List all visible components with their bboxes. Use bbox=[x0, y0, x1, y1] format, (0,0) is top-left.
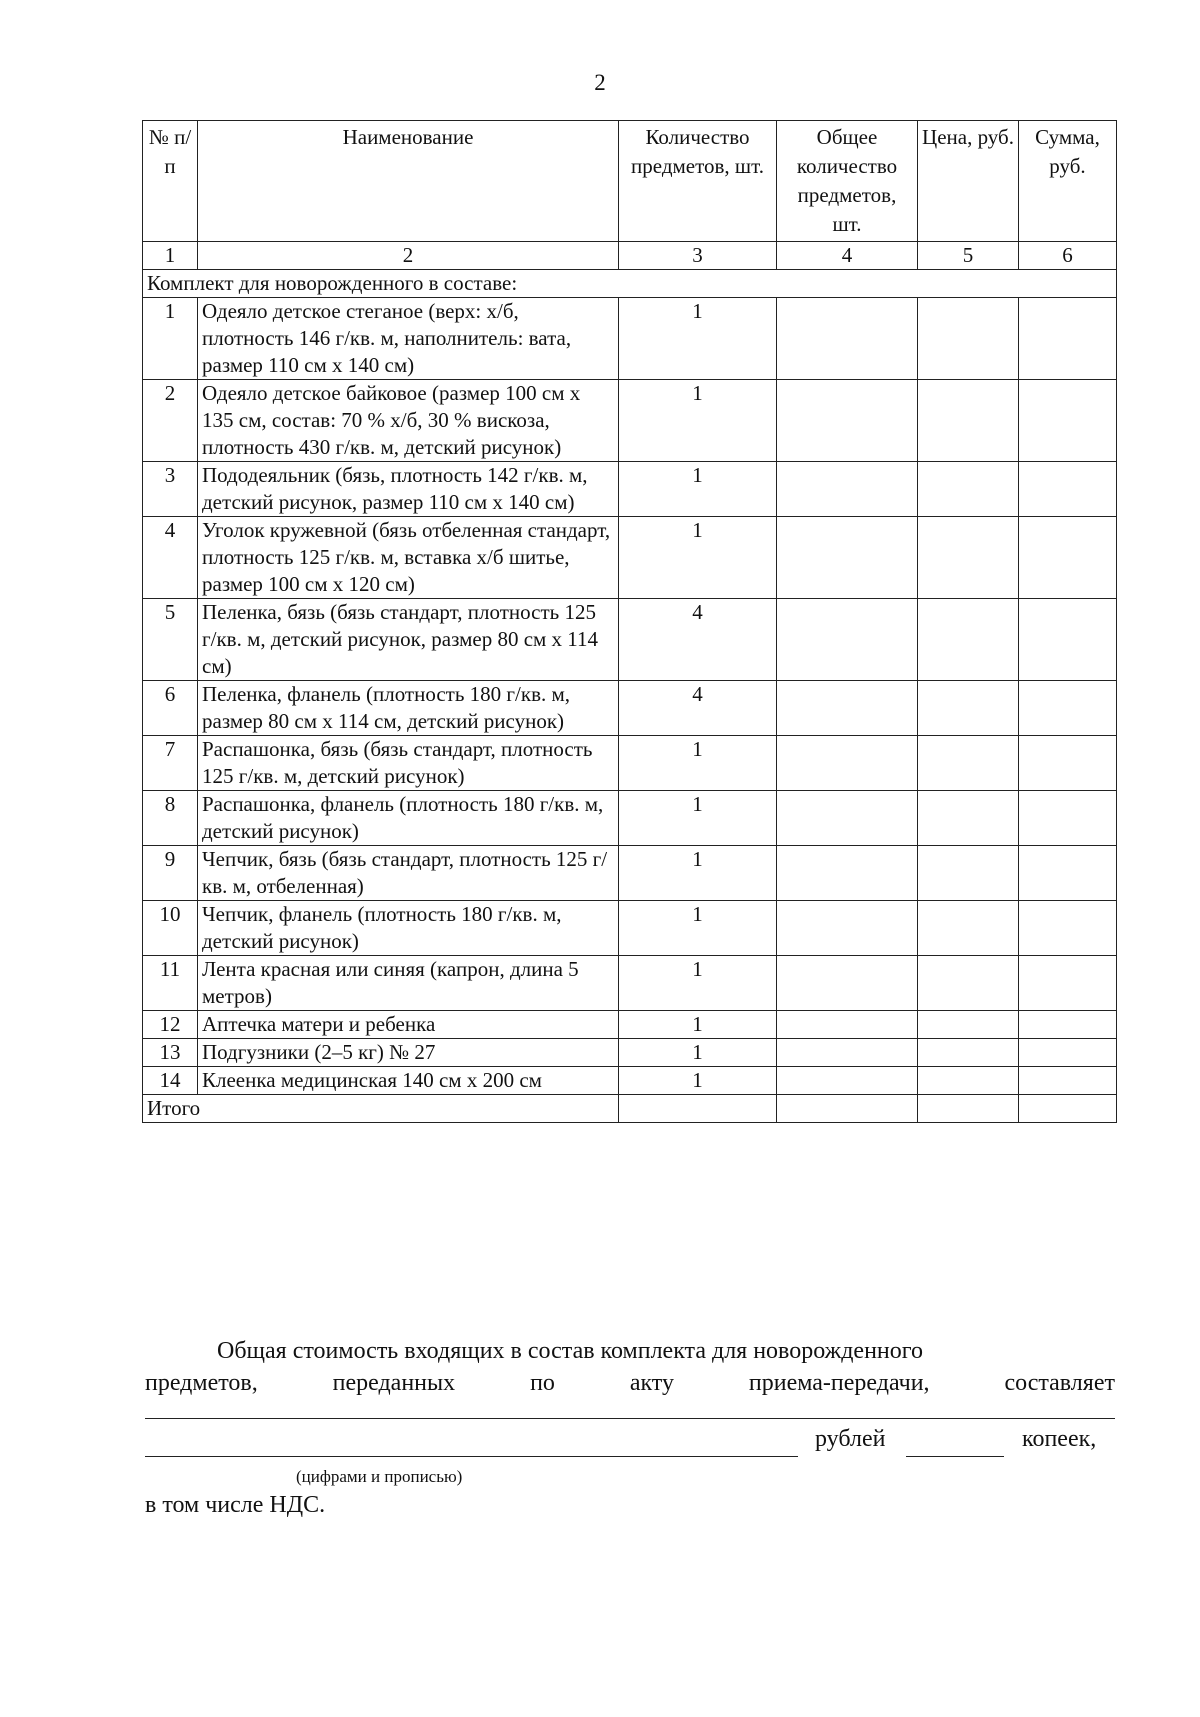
column-number: 6 bbox=[1019, 242, 1117, 270]
summary-word: предметов, bbox=[145, 1370, 258, 1396]
table-row bbox=[143, 462, 1117, 517]
row-name-cell: Чепчик, фланель (плотность 180 г/кв. м, детский рисунок) bbox=[198, 901, 619, 956]
row-sum-cell bbox=[1019, 791, 1117, 846]
row-number-cell: 10 bbox=[143, 901, 198, 956]
row-name-cell: Клеенка медицинская 140 см x 200 см bbox=[198, 1067, 619, 1095]
row-sum-cell bbox=[1019, 1039, 1117, 1067]
table-row bbox=[143, 1011, 1117, 1039]
row-price-cell bbox=[918, 791, 1019, 846]
row-total-cell bbox=[777, 599, 918, 681]
row-name-cell: Пододеяльник (бязь, плотность 142 г/кв. м, детский рисунок, размер 110 см x 140 см) bbox=[198, 462, 619, 517]
row-total-cell bbox=[777, 1011, 918, 1039]
row-total-cell bbox=[777, 681, 918, 736]
row-number-cell: 13 bbox=[143, 1039, 198, 1067]
row-total-cell bbox=[777, 380, 918, 462]
row-qty-cell: 1 bbox=[619, 956, 777, 1011]
row-sum-cell bbox=[1019, 681, 1117, 736]
total-label: Итого bbox=[143, 1095, 619, 1123]
row-price-cell bbox=[918, 380, 1019, 462]
column-number: 5 bbox=[918, 242, 1019, 270]
table-row bbox=[143, 956, 1117, 1011]
row-qty-cell: 1 bbox=[619, 298, 777, 380]
row-number-cell: 8 bbox=[143, 791, 198, 846]
table-row bbox=[143, 791, 1117, 846]
row-qty-cell: 1 bbox=[619, 1067, 777, 1095]
row-total-cell bbox=[777, 517, 918, 599]
row-name-cell: Распашонка, бязь (бязь стандарт, плотность 125 г/кв. м, детский рисунок) bbox=[198, 736, 619, 791]
row-name-cell: Уголок кружевной (бязь отбеленная стандарт, плотность 125 г/кв. м, вставка х/б шитье, размер 100 см x 120 см) bbox=[198, 517, 619, 599]
row-price-cell bbox=[918, 681, 1019, 736]
table-row bbox=[143, 846, 1117, 901]
column-number: 2 bbox=[198, 242, 619, 270]
row-name-cell: Одеяло детское стеганое (верх: х/б, плотность 146 г/кв. м, наполнитель: вата, размер 110 см x 140 см) bbox=[198, 298, 619, 380]
row-number-cell: 5 bbox=[143, 599, 198, 681]
row-total-cell bbox=[777, 736, 918, 791]
column-number: 1 bbox=[143, 242, 198, 270]
row-price-cell bbox=[918, 736, 1019, 791]
row-name-cell: Чепчик, бязь (бязь стандарт, плотность 125 г/кв. м, отбеленная) bbox=[198, 846, 619, 901]
row-number-cell: 3 bbox=[143, 462, 198, 517]
row-sum-cell bbox=[1019, 298, 1117, 380]
row-price-cell bbox=[918, 1067, 1019, 1095]
summary-line-1: Общая стоимость входящих в состав комплекта для новорожденного bbox=[217, 1338, 923, 1364]
row-sum-cell bbox=[1019, 1011, 1117, 1039]
header-price: Цена, руб. bbox=[918, 121, 1019, 242]
row-number-cell: 1 bbox=[143, 298, 198, 380]
row-price-cell bbox=[918, 1039, 1019, 1067]
row-sum-cell bbox=[1019, 380, 1117, 462]
row-name-cell: Распашонка, фланель (плотность 180 г/кв. м, детский рисунок) bbox=[198, 791, 619, 846]
rubles-label: рублей bbox=[815, 1426, 886, 1452]
items-table bbox=[142, 120, 1117, 1123]
row-total-cell bbox=[777, 901, 918, 956]
summary-word: составляет bbox=[1004, 1370, 1115, 1396]
row-qty-cell: 1 bbox=[619, 462, 777, 517]
row-total-cell bbox=[777, 298, 918, 380]
total-sum-cell bbox=[1019, 1095, 1117, 1123]
row-price-cell bbox=[918, 956, 1019, 1011]
row-qty-cell: 1 bbox=[619, 791, 777, 846]
row-price-cell bbox=[918, 517, 1019, 599]
row-sum-cell bbox=[1019, 599, 1117, 681]
total-total-cell bbox=[777, 1095, 918, 1123]
summary-word: по bbox=[530, 1370, 555, 1396]
summary-line-2 bbox=[145, 1367, 1115, 1399]
column-number: 4 bbox=[777, 242, 918, 270]
kopecks-blank-line bbox=[906, 1456, 1004, 1457]
row-sum-cell bbox=[1019, 736, 1117, 791]
section-title: Комплект для новорожденного в составе: bbox=[143, 270, 1117, 298]
header-row bbox=[143, 121, 1117, 242]
table-row bbox=[143, 599, 1117, 681]
total-row bbox=[143, 1095, 1117, 1123]
row-price-cell bbox=[918, 846, 1019, 901]
table-row bbox=[143, 736, 1117, 791]
row-price-cell bbox=[918, 901, 1019, 956]
row-sum-cell bbox=[1019, 846, 1117, 901]
column-number-row bbox=[143, 242, 1117, 270]
row-number-cell: 9 bbox=[143, 846, 198, 901]
row-number-cell: 4 bbox=[143, 517, 198, 599]
row-name-cell: Аптечка матери и ребенка bbox=[198, 1011, 619, 1039]
row-name-cell: Подгузники (2–5 кг) № 27 bbox=[198, 1039, 619, 1067]
row-qty-cell: 1 bbox=[619, 1011, 777, 1039]
total-price-cell bbox=[918, 1095, 1019, 1123]
summary-word: акту bbox=[629, 1370, 674, 1396]
row-qty-cell: 1 bbox=[619, 1039, 777, 1067]
summary-word: приема-передачи, bbox=[748, 1370, 930, 1396]
header-total: Общее количество предметов, шт. bbox=[777, 121, 918, 242]
row-price-cell bbox=[918, 1011, 1019, 1039]
row-sum-cell bbox=[1019, 517, 1117, 599]
row-name-cell: Пеленка, бязь (бязь стандарт, плотность 125 г/кв. м, детский рисунок, размер 80 см x 114 см) bbox=[198, 599, 619, 681]
row-qty-cell: 4 bbox=[619, 599, 777, 681]
table-row bbox=[143, 517, 1117, 599]
row-sum-cell bbox=[1019, 1067, 1117, 1095]
header-qty: Количество предметов, шт. bbox=[619, 121, 777, 242]
table-row bbox=[143, 380, 1117, 462]
row-number-cell: 2 bbox=[143, 380, 198, 462]
total-qty-cell bbox=[619, 1095, 777, 1123]
table-row bbox=[143, 1039, 1117, 1067]
row-number-cell: 6 bbox=[143, 681, 198, 736]
header-name: Наименование bbox=[198, 121, 619, 242]
section-row bbox=[143, 270, 1117, 298]
header-sum: Сумма, руб. bbox=[1019, 121, 1117, 242]
table-row bbox=[143, 298, 1117, 380]
row-name-cell: Одеяло детское байковое (размер 100 см x 135 см, состав: 70 % х/б, 30 % вискоза, плотность 430 г/кв. м, детский рисунок) bbox=[198, 380, 619, 462]
amount-blank-line-2 bbox=[145, 1456, 798, 1457]
page-number: 2 bbox=[594, 70, 606, 95]
row-qty-cell: 1 bbox=[619, 901, 777, 956]
row-total-cell bbox=[777, 1039, 918, 1067]
row-price-cell bbox=[918, 298, 1019, 380]
vat-note: в том числе НДС. bbox=[145, 1492, 326, 1518]
table-row bbox=[143, 901, 1117, 956]
row-sum-cell bbox=[1019, 462, 1117, 517]
row-name-cell: Лента красная или синяя (капрон, длина 5 метров) bbox=[198, 956, 619, 1011]
row-total-cell bbox=[777, 462, 918, 517]
row-total-cell bbox=[777, 791, 918, 846]
summary-word: переданных bbox=[332, 1370, 456, 1396]
row-total-cell bbox=[777, 1067, 918, 1095]
row-qty-cell: 4 bbox=[619, 681, 777, 736]
row-price-cell bbox=[918, 462, 1019, 517]
amount-blank-line-1 bbox=[145, 1418, 1115, 1419]
row-price-cell bbox=[918, 599, 1019, 681]
row-number-cell: 7 bbox=[143, 736, 198, 791]
row-qty-cell: 1 bbox=[619, 380, 777, 462]
row-number-cell: 14 bbox=[143, 1067, 198, 1095]
kopecks-label: копеек, bbox=[1022, 1426, 1097, 1452]
row-qty-cell: 1 bbox=[619, 736, 777, 791]
row-sum-cell bbox=[1019, 901, 1117, 956]
row-sum-cell bbox=[1019, 956, 1117, 1011]
table-row bbox=[143, 681, 1117, 736]
amount-caption: (цифрами и прописью) bbox=[296, 1467, 463, 1486]
row-number-cell: 12 bbox=[143, 1011, 198, 1039]
row-number-cell: 11 bbox=[143, 956, 198, 1011]
row-total-cell bbox=[777, 956, 918, 1011]
header-num: № п/п bbox=[143, 121, 198, 242]
row-qty-cell: 1 bbox=[619, 846, 777, 901]
column-number: 3 bbox=[619, 242, 777, 270]
table-row bbox=[143, 1067, 1117, 1095]
summary-text bbox=[145, 1335, 1115, 1399]
row-name-cell: Пеленка, фланель (плотность 180 г/кв. м, размер 80 см x 114 см, детский рисунок) bbox=[198, 681, 619, 736]
row-qty-cell: 1 bbox=[619, 517, 777, 599]
row-total-cell bbox=[777, 846, 918, 901]
